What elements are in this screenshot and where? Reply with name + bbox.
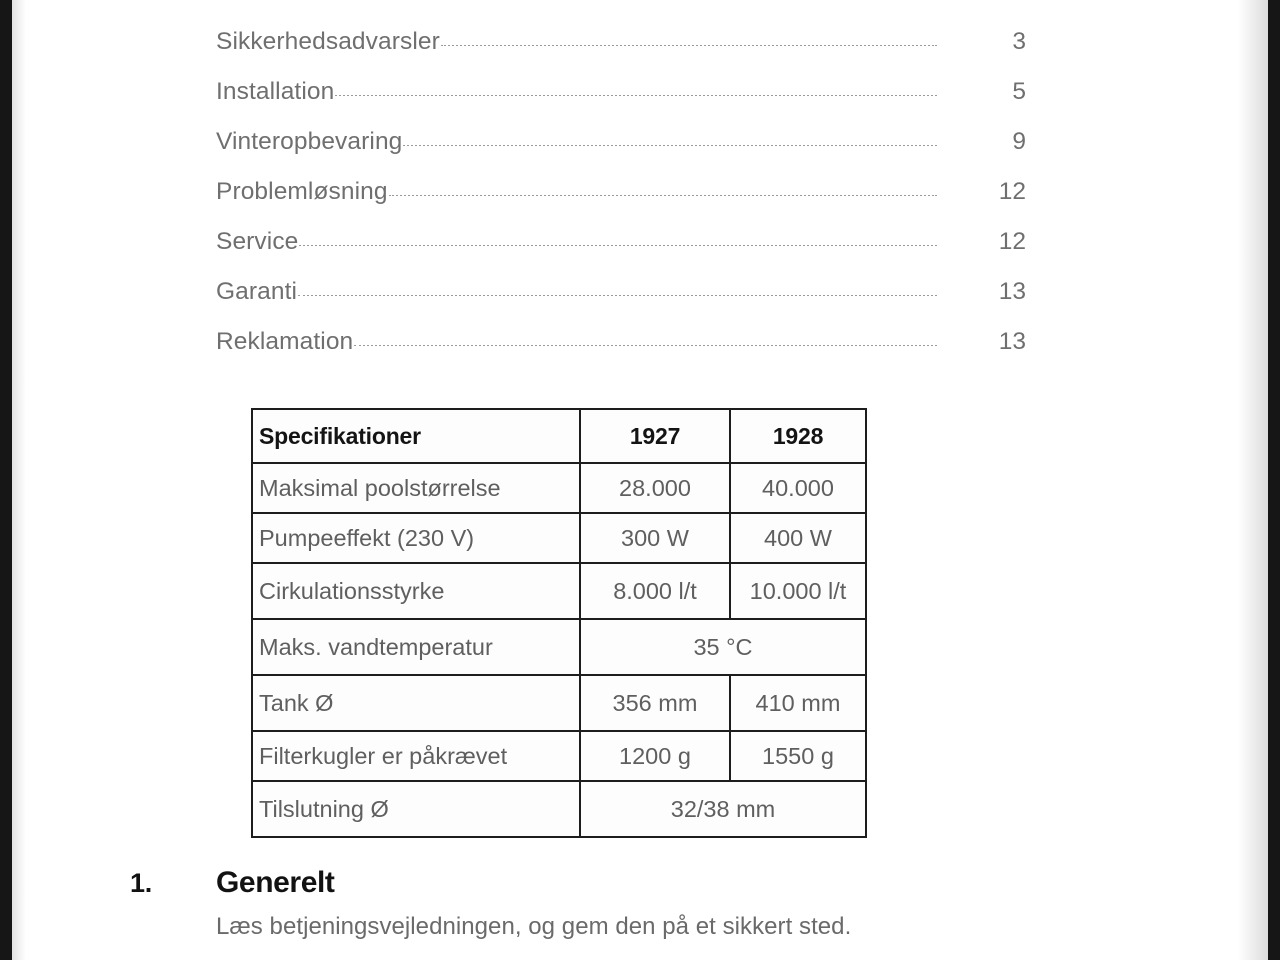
toc-leader-dots <box>298 295 937 296</box>
spec-label: Tank Ø <box>252 675 580 731</box>
spec-label: Tilslutning Ø <box>252 781 580 837</box>
toc-entry-page: 13 <box>998 278 1026 305</box>
spec-label: Filterkugler er påkrævet <box>252 731 580 781</box>
section-generelt <box>130 866 1030 941</box>
table-body <box>252 463 866 837</box>
toc-entry-page: 5 <box>1012 78 1026 105</box>
toc-leader-dots <box>335 95 937 96</box>
spec-value-1928: 1550 g <box>730 731 866 781</box>
toc-entry-label: Garanti <box>216 278 298 305</box>
manual-page-sheet <box>12 0 1268 960</box>
table-row <box>252 513 866 563</box>
toc-entry-page: 3 <box>1012 28 1026 55</box>
spec-value-1927: 28.000 <box>580 463 730 513</box>
toc-entry-sikkerhedsadvarsler[interactable] <box>216 28 1026 78</box>
table-row <box>252 619 866 675</box>
spec-value-1928: 10.000 l/t <box>730 563 866 619</box>
toc-entry-page: 12 <box>998 178 1026 205</box>
spec-value-1928: 400 W <box>730 513 866 563</box>
toc-leader-dots <box>389 195 937 196</box>
toc-leader-dots <box>354 345 937 346</box>
spec-label: Pumpeeffekt (230 V) <box>252 513 580 563</box>
section-title: Generelt <box>216 866 335 899</box>
table-header <box>252 409 866 463</box>
table-row <box>252 675 866 731</box>
toc-entry-garanti[interactable] <box>216 278 1026 328</box>
column-header-specifications: Specifikationer <box>252 409 580 463</box>
table-header-row <box>252 409 866 463</box>
spec-value-1928: 40.000 <box>730 463 866 513</box>
toc-entry-vinteropbevaring[interactable] <box>216 128 1026 178</box>
toc-leader-dots <box>441 45 937 46</box>
toc-leader-dots <box>299 245 937 246</box>
table-row <box>252 463 866 513</box>
toc-entry-reklamation[interactable] <box>216 328 1026 378</box>
column-header-model-1928: 1928 <box>730 409 866 463</box>
section-number: 1. <box>130 868 152 898</box>
table-row <box>252 731 866 781</box>
spec-value-merged: 35 °C <box>580 619 866 675</box>
spec-label: Maks. vandtemperatur <box>252 619 580 675</box>
spec-value-merged: 32/38 mm <box>580 781 866 837</box>
toc-entry-service[interactable] <box>216 228 1026 278</box>
toc-entry-label: Reklamation <box>216 328 354 355</box>
spec-value-1928: 410 mm <box>730 675 866 731</box>
toc-entry-page: 9 <box>1012 128 1026 155</box>
spec-label: Maksimal poolstørrelse <box>252 463 580 513</box>
toc-entry-clipped <box>216 0 1026 28</box>
spec-value-1927: 8.000 l/t <box>580 563 730 619</box>
specifications-table-wrapper <box>251 408 865 838</box>
toc-entry-label: Sikkerhedsadvarsler <box>216 28 440 55</box>
section-body-text: Læs betjeningsvejledningen, og gem den på et sikkert sted. <box>216 913 852 940</box>
toc-entry-page: 13 <box>998 328 1026 355</box>
spec-value-1927: 300 W <box>580 513 730 563</box>
column-header-model-1927: 1927 <box>580 409 730 463</box>
toc-entry-label: Vinteropbevaring <box>216 128 403 155</box>
toc-entry-page: 12 <box>998 228 1026 255</box>
specifications-table <box>251 408 867 838</box>
spec-label: Cirkulationsstyrke <box>252 563 580 619</box>
toc-leader-dots <box>403 145 937 146</box>
spec-value-1927: 356 mm <box>580 675 730 731</box>
toc-entry-label: Installation <box>216 78 335 105</box>
toc-entry-label: Service <box>216 228 299 255</box>
table-of-contents <box>216 0 1026 378</box>
toc-entry-installation[interactable] <box>216 78 1026 128</box>
spec-value-1927: 1200 g <box>580 731 730 781</box>
table-row <box>252 563 866 619</box>
section-heading <box>130 866 1030 900</box>
toc-entry-label: Problemløsning <box>216 178 388 205</box>
toc-entry-problemlosning[interactable] <box>216 178 1026 228</box>
table-row <box>252 781 866 837</box>
